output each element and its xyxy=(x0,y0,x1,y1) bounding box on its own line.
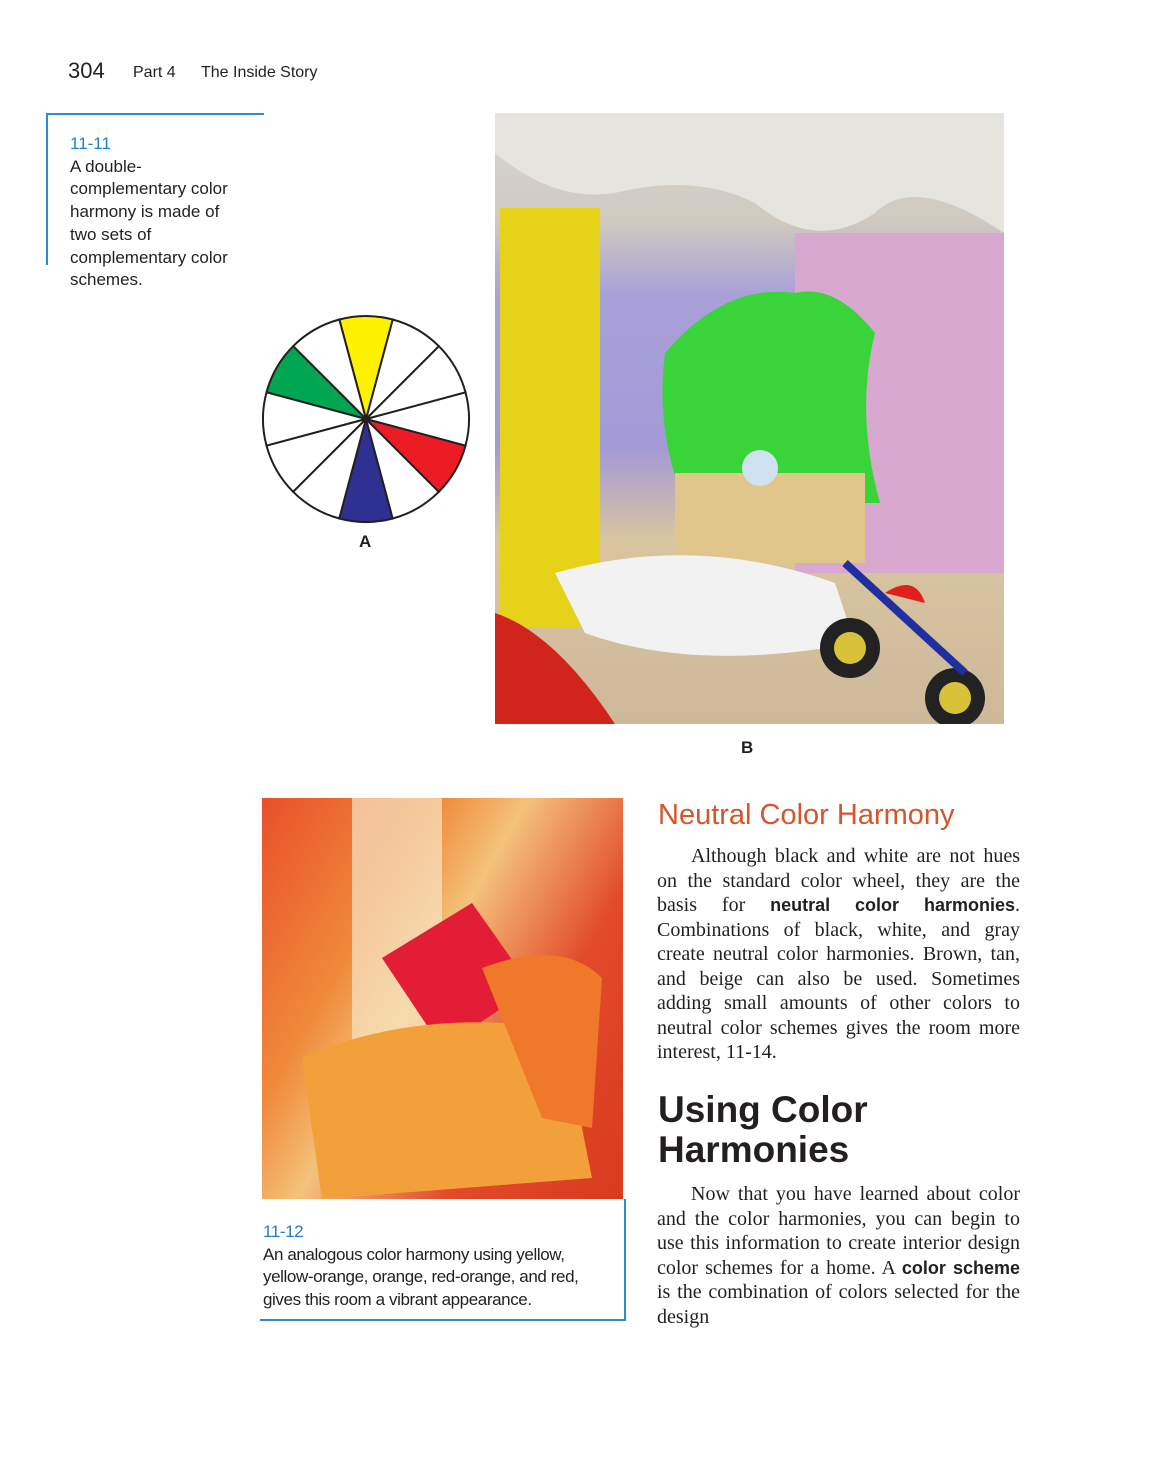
figure-label-a: A xyxy=(359,532,372,551)
armchair-photo xyxy=(262,798,623,1199)
paragraph-neutral xyxy=(657,844,1020,1065)
section-heading-using: Using Color Harmonies xyxy=(658,1089,868,1170)
color-wheel-diagram xyxy=(258,311,474,527)
section-heading-neutral: Neutral Color Harmony xyxy=(658,799,955,831)
figure-number: 11-11 xyxy=(70,134,111,153)
figure-number: 11-12 xyxy=(263,1222,304,1241)
paragraph-using xyxy=(657,1182,1020,1329)
text: . Combinations of black, white, and gray create neutral color harmonies. Brown, tan, and beige can also be used. Sometimes adding small amounts of other colors to neutral color schemes gives the room more interest, 11-14. xyxy=(657,894,1020,1063)
text: Although black and white are not hues on the standard color wheel, they are the basis for xyxy=(657,845,1020,916)
key-term: neutral color harmonies xyxy=(770,895,1015,915)
running-title: The Inside Story xyxy=(201,64,318,81)
text: is the combination of colors selected for the design xyxy=(657,1281,1020,1328)
text: Now that you have learned about color and the color harmonies, you can begin to use this information to create interior design color schemes for a home. A xyxy=(657,1183,1020,1279)
figure-11-11-caption xyxy=(46,113,264,290)
bedroom-photo xyxy=(495,113,1004,724)
part-label: Part 4 xyxy=(133,64,176,81)
page-number: 304 xyxy=(68,58,105,83)
caption-text: An analogous color harmony using yellow, yellow-orange, orange, red-orange, and red, gives this room a vibrant appearance. xyxy=(263,1244,579,1310)
figure-label-b: B xyxy=(741,738,754,757)
figure-11-12-caption xyxy=(260,1199,626,1321)
key-term: color scheme xyxy=(901,1257,1020,1278)
caption-text: A double-complementary color harmony is made of two sets of complementary color schemes. xyxy=(70,156,228,290)
